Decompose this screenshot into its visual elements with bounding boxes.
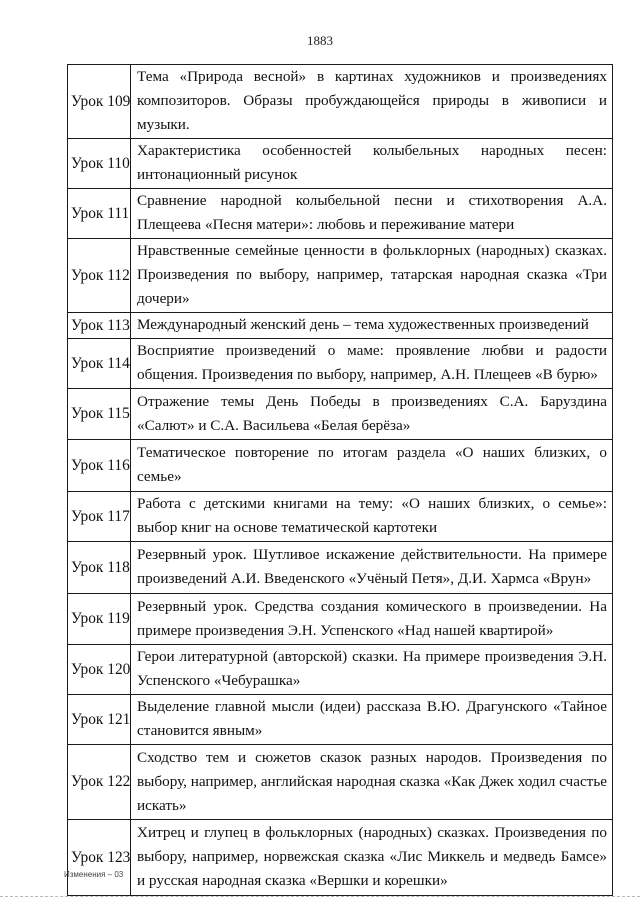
lessons-table [67, 64, 613, 896]
table-row [68, 645, 613, 695]
page-bottom-rule [0, 896, 640, 897]
lesson-topic: Восприятие произведений о маме: проявление любви и радости общения. Произведения по выбору, например, А.Н. Плещеев «В бурю» [131, 339, 613, 389]
page-number: 1883 [307, 33, 333, 48]
lesson-topic: Международный женский день – тема художественных произведений [131, 313, 613, 339]
lesson-topic: Резервный урок. Шутливое искажение действительности. На примере произведений А.И. Введенского «Учёный Петя», Д.И. Хармса «Врун» [131, 542, 613, 594]
lesson-topic: Работа с детскими книгами на тему: «О наших близких, о семье»: выбор книг на основе тематической картотеки [131, 492, 613, 542]
lesson-number: Урок 115 [68, 389, 131, 440]
table-row [68, 594, 613, 645]
lesson-topic: Нравственные семейные ценности в фольклорных (народных) сказках. Произведения по выбору, например, татарская народная сказка «Три дочери» [131, 239, 613, 313]
lesson-topic: Резервный урок. Средства создания комического в произведении. На примере произведения Э.Н. Успенского «Над нашей квартирой» [131, 594, 613, 645]
table-row [68, 239, 613, 313]
lesson-number: Урок 117 [68, 492, 131, 542]
lesson-topic: Выделение главной мысли (идеи) рассказа В.Ю. Драгунского «Тайное становится явным» [131, 695, 613, 745]
lesson-topic: Отражение темы День Победы в произведениях С.А. Баруздина «Салют» и С.А. Васильева «Белая берёза» [131, 389, 613, 440]
table-row [68, 492, 613, 542]
table-row [68, 542, 613, 594]
lesson-number: Урок 123 [68, 820, 131, 896]
lesson-number: Урок 114 [68, 339, 131, 389]
table-row [68, 745, 613, 820]
lesson-number: Урок 121 [68, 695, 131, 745]
lesson-topic: Сходство тем и сюжетов сказок разных народов. Произведения по выбору, например, английская народная сказка «Как Джек ходил счастье искать» [131, 745, 613, 820]
lesson-number: Урок 122 [68, 745, 131, 820]
table-row [68, 440, 613, 492]
lessons-table-body [68, 65, 613, 896]
lesson-number: Урок 116 [68, 440, 131, 492]
lesson-number: Урок 119 [68, 594, 131, 645]
lesson-topic: Тематическое повторение по итогам раздела «О наших близких, о семье» [131, 440, 613, 492]
table-row [68, 389, 613, 440]
lesson-number: Урок 113 [68, 313, 131, 339]
footer-note: Изменения – 03 [64, 870, 124, 879]
lesson-topic: Характеристика особенностей колыбельных народных песен: интонационный рисунок [131, 139, 613, 189]
lesson-number: Урок 112 [68, 239, 131, 313]
table-row [68, 695, 613, 745]
table-row [68, 139, 613, 189]
lesson-topic: Тема «Природа весной» в картинах художников и произведениях композиторов. Образы пробуждающейся природы в живописи и музыки. [131, 65, 613, 139]
table-row [68, 189, 613, 239]
lesson-topic: Хитрец и глупец в фольклорных (народных) сказках. Произведения по выбору, например, норвежская сказка «Лис Миккель и медведь Бамсе» и русская народная сказка «Вершки и корешки» [131, 820, 613, 896]
lesson-number: Урок 120 [68, 645, 131, 695]
lesson-number: Урок 111 [68, 189, 131, 239]
lesson-number: Урок 109 [68, 65, 131, 139]
lesson-number: Урок 118 [68, 542, 131, 594]
table-row [68, 65, 613, 139]
lesson-topic: Сравнение народной колыбельной песни и стихотворения А.А. Плещеева «Песня матери»: любовь и переживание матери [131, 189, 613, 239]
table-row [68, 313, 613, 339]
table-row [68, 820, 613, 896]
lesson-number: Урок 110 [68, 139, 131, 189]
lesson-topic: Герои литературной (авторской) сказки. На примере произведения Э.Н. Успенского «Чебурашка» [131, 645, 613, 695]
table-row [68, 339, 613, 389]
